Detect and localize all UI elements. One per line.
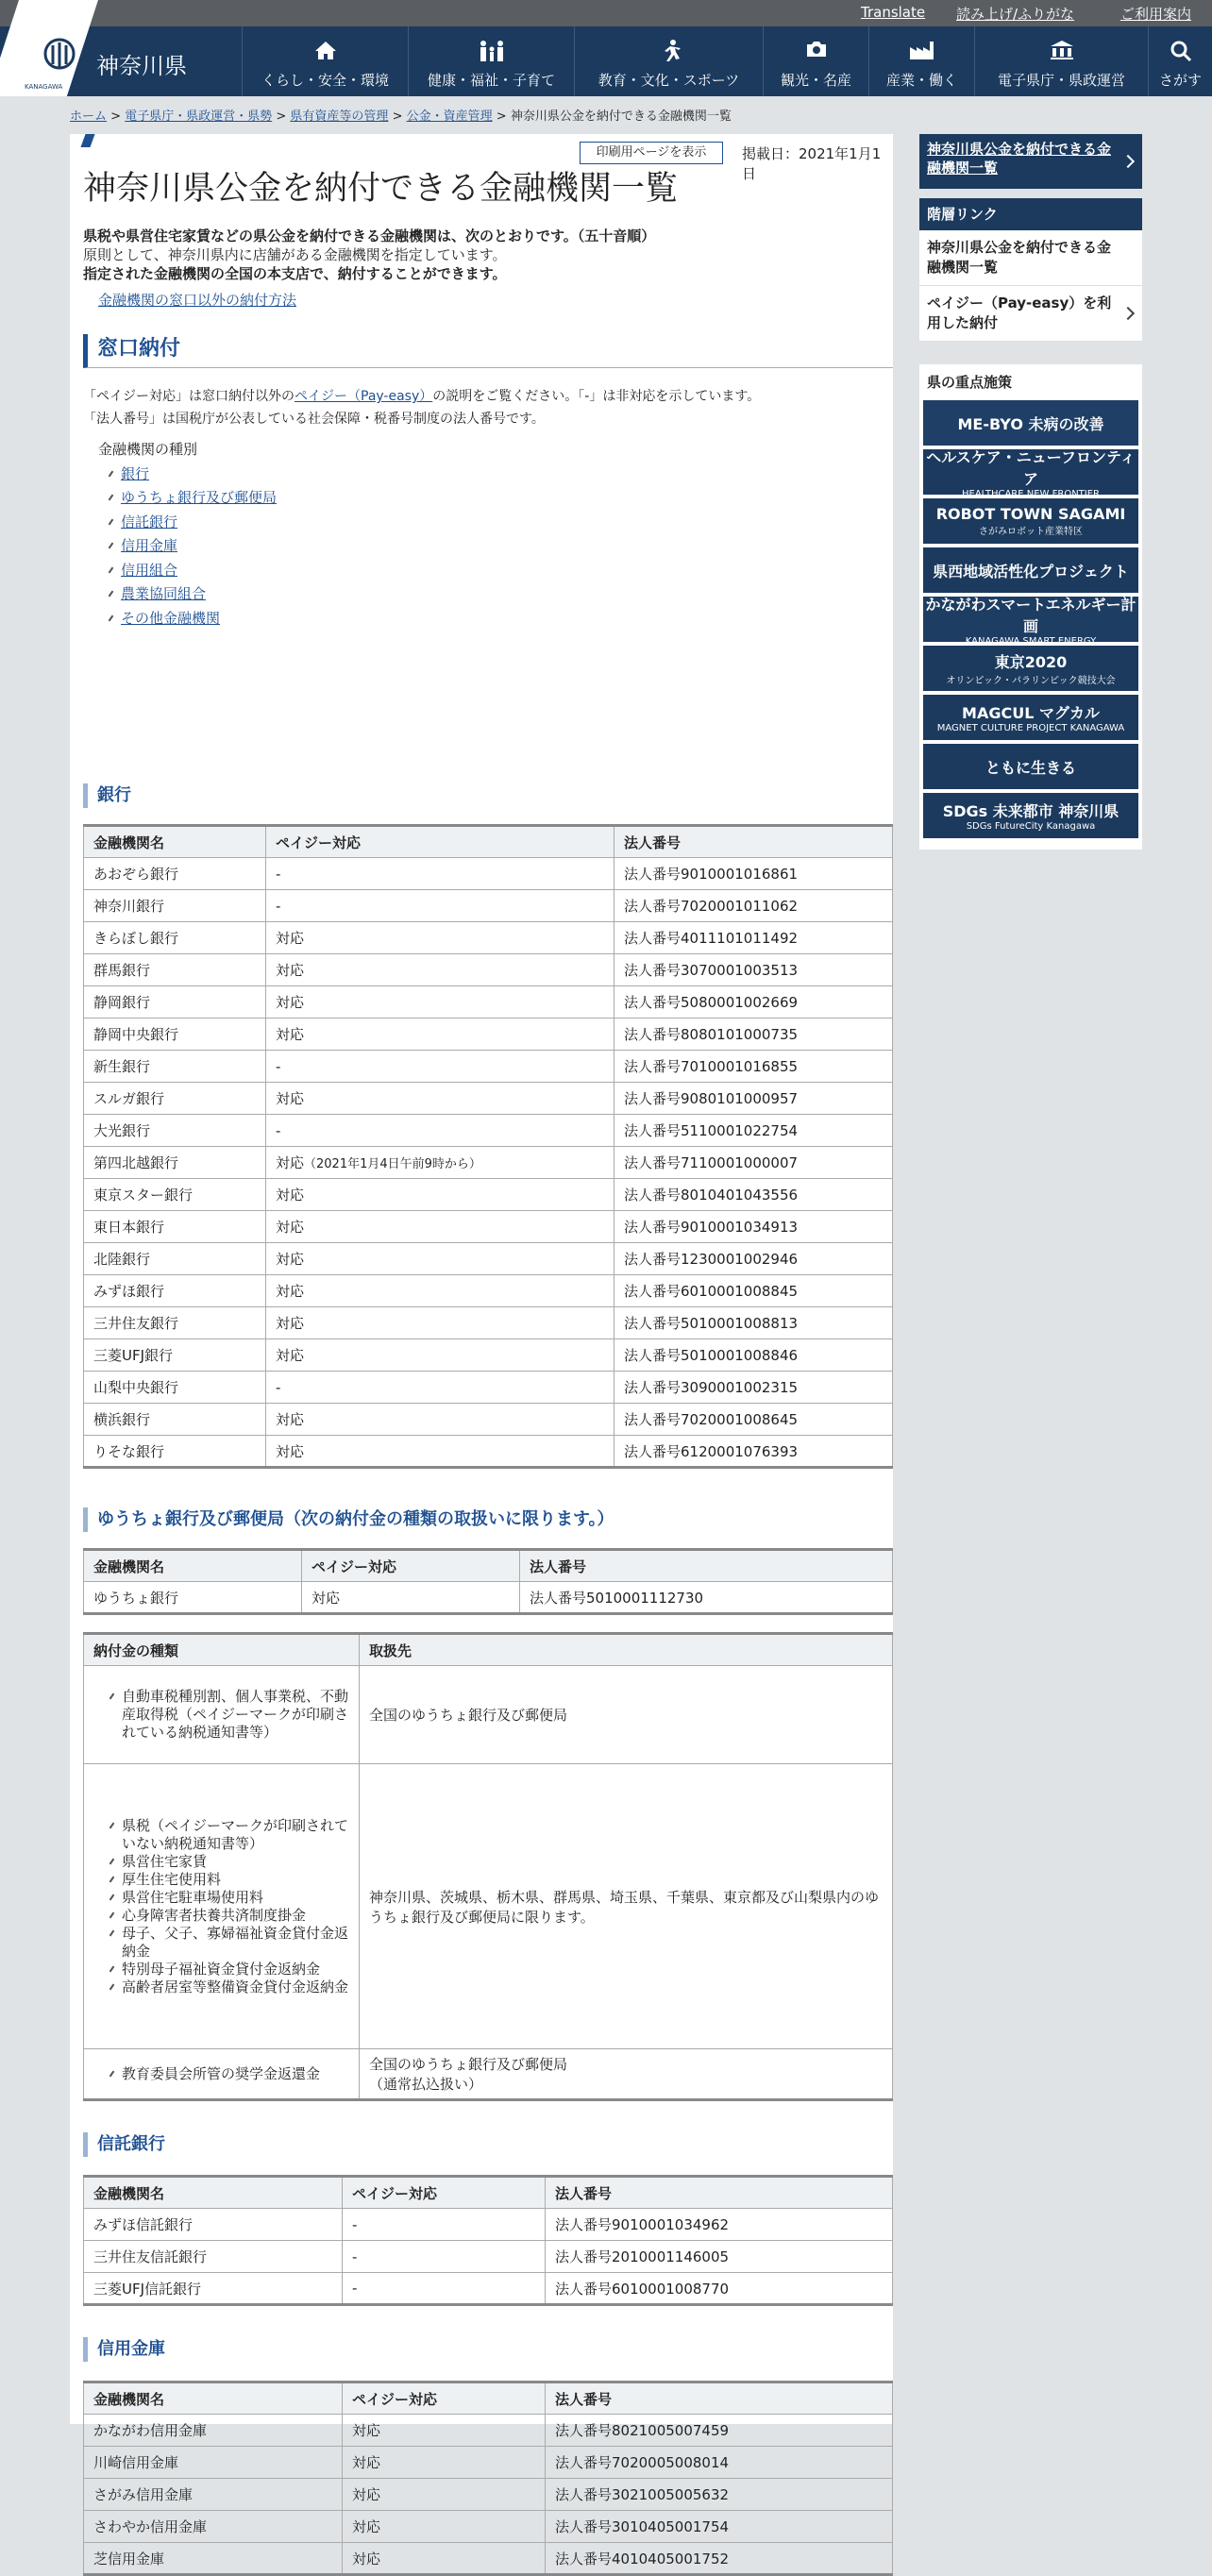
institution-name: 三菱UFJ信託銀行 — [84, 2273, 343, 2305]
payeasy-status: 対応 — [266, 1179, 614, 1211]
institution-name: 東京スター銀行 — [84, 1179, 266, 1211]
government-building-icon — [975, 40, 1148, 62]
publish-date: 掲載日：2021年1月1日 — [742, 145, 882, 182]
payeasy-status: 対応 — [266, 1243, 614, 1275]
institution-name: 静岡中央銀行 — [84, 1019, 266, 1051]
institution-name: 群馬銀行 — [84, 954, 266, 986]
banner-title: ヘルスケア・ニューフロンティア — [926, 447, 1136, 488]
institution-name: きらぼし銀行 — [84, 922, 266, 954]
corporate-number: 法人番号8010401043556 — [614, 1179, 893, 1211]
institution-name: 静岡銀行 — [84, 986, 266, 1019]
nav-label: 電子県庁・県政運営 — [997, 72, 1125, 89]
banks-table: 金融機関名 ペイジー対応 法人番号 あおぞら銀行 - 法人番号9010001016861 神奈川銀行 - 法人番号7020001011062 きらぼし銀行 対応 法人番号4011101011492 群馬銀行 対応 法人番号3070001003513 静岡銀行 対応 法人番号5080001002669 静岡中央銀行 対応 法人番号8080101000735 新生銀行 - 法人番号7010001016855 スルガ銀行 対応 法人番号9080101000957 大光銀行 - 法人番号5110001022754 第四北越銀行 対応（2021年1月4日午前9時から） 法人番号7110001000007 東京スター銀行 対応 法人番号8010401043556 東日本銀行 対応 法人番号9010001034913 北陸銀行 対応 法人番号1230001002946 みずほ銀行 対応 法人番号6010001008845 三井住友銀行 対応 法人番号5010001008813 三菱UFJ銀行 対応 法人番号5010001008846 山梨中央銀行 - 法人番号3090001002315 横浜銀行 対応 法人番号7020001008645 りそな銀行 対応 法人番号6120001076393 — [83, 824, 893, 1469]
institution-name: 東日本銀行 — [84, 1211, 266, 1243]
banner-title: 東京2020 — [994, 653, 1068, 671]
table-row — [84, 2209, 893, 2241]
table-row: 教育委員会所管の奨学金返還金 全国のゆうちょ銀行及び郵便局 （通常払込扱い） — [84, 2049, 893, 2100]
corporate-number: 法人番号2010001146005 — [546, 2241, 893, 2273]
banner-subtitle: SDGs FutureCity Kanagawa — [966, 821, 1096, 832]
corporate-number: 法人番号7010001016855 — [614, 1051, 893, 1083]
table-row — [84, 1083, 893, 1115]
payeasy-status: 対応 — [266, 1307, 614, 1339]
payeasy-link[interactable]: ペイジー（Pay-easy） — [295, 389, 433, 404]
toc-link[interactable]: 信託銀行 — [121, 513, 178, 530]
hierarchy-item[interactable]: ペイジー（Pay-easy）を利用した納付 — [919, 286, 1142, 342]
banner-subtitle: HEALTHCARE NEW FRONTIER — [961, 488, 1100, 499]
payeasy-status: 対応 — [266, 1019, 614, 1051]
section-heading-window: 窓口納付 — [83, 334, 893, 368]
payeasy-status: 対応 — [343, 2511, 546, 2543]
corporate-number: 法人番号4011101011492 — [614, 922, 893, 954]
family-icon — [409, 40, 574, 62]
payeasy-status: 対応 — [343, 2543, 546, 2575]
banner-title: ME-BYO 未病の改善 — [957, 414, 1104, 433]
table-row: ゆうちょ銀行 対応 法人番号5010001112730 — [84, 1582, 893, 1614]
institution-name: あおぞら銀行 — [84, 858, 266, 890]
corporate-number: 法人番号7020005008014 — [546, 2447, 893, 2479]
policy-banners — [919, 364, 1142, 850]
breadcrumb-home[interactable]: ホーム — [70, 109, 108, 124]
table-row — [84, 890, 893, 922]
corporate-number: 法人番号6010001008845 — [614, 1275, 893, 1307]
corporate-number: 法人番号8080101000735 — [614, 1019, 893, 1051]
institution-name: 三菱UFJ銀行 — [84, 1339, 266, 1372]
hierarchy-links — [919, 198, 1142, 342]
table-row — [84, 2241, 893, 2273]
institution-name: 神奈川銀行 — [84, 890, 266, 922]
table-row — [84, 858, 893, 890]
table-row — [84, 1404, 893, 1436]
corporate-number: 法人番号7020001011062 — [614, 890, 893, 922]
logo-sub: KANAGAWA — [25, 83, 63, 91]
page-title: 神奈川県公金を納付できる金融機関一覧 — [83, 170, 679, 208]
global-nav — [0, 26, 1212, 96]
breadcrumb: ホーム > 電子県庁・県政運営・県勢 > 県有資産等の管理 > 公金・資産管理 > 神奈川県公金を納付できる金融機関一覧 — [70, 109, 732, 124]
corporate-number: 法人番号7020001008645 — [614, 1404, 893, 1436]
factory-icon — [869, 40, 974, 62]
table-row — [84, 1019, 893, 1051]
payeasy-status: 対応 — [343, 2415, 546, 2447]
table-row — [84, 2273, 893, 2305]
corporate-number: 法人番号7110001000007 — [614, 1147, 893, 1179]
yucho-table: 金融機関名 ペイジー対応 法人番号 ゆうちょ銀行 対応 法人番号5010001112730 — [83, 1548, 893, 1615]
main-content — [70, 134, 893, 2568]
payeasy-status: - — [343, 2241, 546, 2273]
corner-decoration — [80, 134, 94, 147]
chevron-right-icon — [1121, 307, 1135, 320]
nav-government[interactable] — [974, 26, 1148, 96]
payeasy-status: 対応 — [266, 1211, 614, 1243]
section-heading-trust: 信託銀行 — [83, 2132, 165, 2157]
banner-subtitle: オリンピック・パラリンピック競技大会 — [946, 676, 1116, 686]
toc-link[interactable]: ゆうちょ銀行及び郵便局 — [121, 489, 278, 506]
runner-icon — [575, 40, 763, 62]
banner-subtitle: MAGNET CULTURE PROJECT KANAGAWA — [936, 723, 1125, 733]
corporate-number: 法人番号3021005005632 — [546, 2479, 893, 2511]
policy-banner[interactable] — [923, 695, 1138, 740]
toc-link[interactable]: 農業協同組合 — [121, 585, 207, 602]
payeasy-status: 対応 — [266, 1404, 614, 1436]
guide-link[interactable]: ご利用案内 — [1120, 6, 1192, 23]
institution-name: 新生銀行 — [84, 1051, 266, 1083]
corporate-number: 法人番号9010001034913 — [614, 1211, 893, 1243]
section-heading-shinkin: 信用金庫 — [83, 2337, 165, 2362]
nav-tourism[interactable] — [763, 26, 868, 96]
table-row — [84, 2479, 893, 2511]
table-row — [84, 1436, 893, 1468]
banner-title: ROBOT TOWN SAGAMI — [935, 505, 1126, 523]
nav-living[interactable] — [242, 26, 408, 96]
camera-icon — [764, 40, 868, 62]
policy-banner[interactable] — [923, 498, 1138, 544]
banner-title: MAGCUL マグカル — [962, 704, 1100, 722]
corporate-number: 法人番号3070001003513 — [614, 954, 893, 986]
toc-link[interactable]: 銀行 — [121, 464, 150, 482]
institution-type-toc — [98, 438, 277, 631]
site-name: 神奈川県 — [96, 53, 187, 79]
corporate-number: 法人番号9010001034962 — [546, 2209, 893, 2241]
institution-name: 第四北越銀行 — [84, 1147, 266, 1179]
banner-title: かながわスマートエネルギー計画 — [925, 595, 1136, 635]
sidebar-current-link[interactable]: 神奈川県公金を納付できる金融機関一覧 — [927, 141, 1112, 177]
banner-subtitle: さがみロボット産業特区 — [979, 527, 1083, 537]
corporate-number: 法人番号6010001008770 — [546, 2273, 893, 2305]
corporate-number: 法人番号5110001022754 — [614, 1115, 893, 1147]
corporate-number: 法人番号1230001002946 — [614, 1243, 893, 1275]
payeasy-status: 対応 — [266, 954, 614, 986]
institution-name: みずほ信託銀行 — [84, 2209, 343, 2241]
trust-table: 金融機関名 ペイジー対応 法人番号 みずほ信託銀行 - 法人番号9010001034962 三井住友信託銀行 - 法人番号2010001146005 三菱UFJ信託銀行 - 法人番号6010001008770 — [83, 2175, 893, 2306]
banner-title: ともに生きる — [985, 758, 1076, 777]
corporate-number: 法人番号6120001076393 — [614, 1436, 893, 1468]
table-row — [84, 1179, 893, 1211]
policy-banner[interactable] — [923, 744, 1138, 789]
intro-text — [83, 227, 655, 283]
table-row: 自動車税種別割、個人事業税、不動産取得税（ペイジーマークが印刷されている納税通知書等） 全国のゆうちょ銀行及び郵便局 — [84, 1666, 893, 1764]
intro-line: 指定された金融機関の全国の本支店で、納付することができます。 — [83, 265, 507, 282]
payeasy-status: 対応 — [266, 1436, 614, 1468]
corporate-number: 法人番号3010405001754 — [546, 2511, 893, 2543]
institution-name: 三井住友銀行 — [84, 1307, 266, 1339]
payeasy-status: - — [266, 1115, 614, 1147]
banner-title: 県西地域活性化プロジェクト — [933, 562, 1129, 581]
policy-banner[interactable] — [923, 646, 1138, 691]
institution-name: 大光銀行 — [84, 1115, 266, 1147]
table-row: 県税（ペイジーマークが印刷されていない納税通知書等） 県営住宅家賃 厚生住宅使用料 県営住宅駐車場使用料 心身障害者扶養共済制度掛金 母子、父子、寡婦福祉資金貸付金返納金 特別母子福祉資金貸付金返納金 高齢者居室等整備資金貸付金返納金 神奈川県、茨城県、栃木県、群馬県、埼玉県、千葉県、東京都及び山梨県内のゆうちょ銀行及び郵便局に限ります。 — [84, 1764, 893, 2049]
policy-title: 県の重点施策 — [927, 374, 1013, 391]
furigana-link[interactable]: 読み上げ/ふりがな — [956, 6, 1075, 23]
table-row — [84, 922, 893, 954]
corporate-number: 法人番号8021005007459 — [546, 2415, 893, 2447]
policy-banner[interactable] — [923, 447, 1138, 499]
policy-banner[interactable] — [923, 595, 1138, 647]
toc-link[interactable]: その他金融機関 — [121, 609, 221, 627]
other-methods-link[interactable]: 金融機関の窓口以外の納付方法 — [98, 292, 297, 309]
payeasy-status: - — [266, 858, 614, 890]
payeasy-status: - — [266, 1051, 614, 1083]
policy-banner[interactable] — [923, 547, 1138, 593]
corporate-number: 法人番号5080001002669 — [614, 986, 893, 1019]
payeasy-note: （2021年1月4日午前9時から） — [304, 1157, 481, 1171]
table-row — [84, 1372, 893, 1404]
section-heading-banks: 銀行 — [83, 783, 131, 808]
kanagawa-emblem-icon — [42, 38, 77, 70]
institution-name: さがみ信用金庫 — [84, 2479, 343, 2511]
institution-name: 芝信用金庫 — [84, 2543, 343, 2575]
nav-education[interactable] — [574, 26, 763, 96]
institution-name: 三井住友信託銀行 — [84, 2241, 343, 2273]
table-row — [84, 2543, 893, 2575]
nav-industry[interactable] — [868, 26, 974, 96]
nav-label: 観光・名産 — [780, 72, 851, 89]
institution-name: 北陸銀行 — [84, 1243, 266, 1275]
print-button[interactable]: 印刷用ページを表示 — [580, 142, 723, 164]
nav-health[interactable] — [408, 26, 574, 96]
intro-line: 原則として、神奈川県内に店舗がある金融機関を指定しています。 — [83, 246, 507, 263]
table-row — [84, 954, 893, 986]
shinkin-table: 金融機関名 ペイジー対応 法人番号 かながわ信用金庫 対応 法人番号8021005007459 川崎信用金庫 対応 法人番号7020005008014 さがみ信用金庫 対応 法人番号3021005005632 さわやか信用金庫 対応 法人番号3010405001754 芝信用金庫 対応 法人番号4010405001752 — [83, 2381, 893, 2576]
table-row — [84, 1051, 893, 1083]
policy-banner[interactable] — [923, 793, 1138, 838]
nav-label: 産業・働く — [885, 72, 957, 89]
payeasy-status: 対応（2021年1月4日午前9時から） — [266, 1147, 614, 1179]
institution-name: 横浜銀行 — [84, 1404, 266, 1436]
table-row — [84, 1339, 893, 1372]
payeasy-status: 対応 — [266, 986, 614, 1019]
policy-banner[interactable] — [923, 400, 1138, 446]
sidebar-current-page[interactable] — [919, 134, 1142, 189]
chevron-right-icon — [1121, 155, 1135, 168]
table-row — [84, 2511, 893, 2543]
breadcrumb-item[interactable]: 公金・資産管理 — [406, 109, 493, 124]
search-icon — [1149, 40, 1212, 62]
corp-number-note: 「法人番号」は国税庁が公表している社会保障・税番号制度の法人番号です。 — [83, 412, 545, 427]
table-row — [84, 1275, 893, 1307]
payeasy-status: 対応 — [343, 2479, 546, 2511]
corporate-number: 法人番号5010001008813 — [614, 1307, 893, 1339]
payeasy-status: - — [266, 1372, 614, 1404]
institution-name: スルガ銀行 — [84, 1083, 266, 1115]
breadcrumb-current: 神奈川県公金を納付できる金融機関一覧 — [510, 109, 732, 124]
toc-link[interactable]: 信用組合 — [121, 561, 178, 579]
institution-name: さわやか信用金庫 — [84, 2511, 343, 2543]
payeasy-status: 対応 — [266, 1083, 614, 1115]
table-row — [84, 1307, 893, 1339]
corporate-number: 法人番号4010405001752 — [546, 2543, 893, 2575]
table-row — [84, 1211, 893, 1243]
utility-bar — [0, 0, 1212, 26]
banner-subtitle: KANAGAWA SMART ENERGY — [965, 635, 1097, 647]
payeasy-status: 対応 — [266, 1339, 614, 1372]
payeasy-status: 対応 — [266, 1275, 614, 1307]
table-row — [84, 1115, 893, 1147]
institution-name: りそな銀行 — [84, 1436, 266, 1468]
breadcrumb-item[interactable]: 電子県庁・県政運営・県勢 — [125, 109, 273, 124]
corporate-number: 法人番号9010001016861 — [614, 858, 893, 890]
breadcrumb-item[interactable]: 県有資産等の管理 — [290, 109, 389, 124]
toc-title: 金融機関の種別 — [98, 441, 198, 458]
table-row — [84, 2415, 893, 2447]
hierarchy-item[interactable]: 神奈川県公金を納付できる金融機関一覧 — [919, 230, 1142, 286]
yucho-kinds-table: 納付金の種類 取扱先 自動車税種別割、個人事業税、不動産取得税（ペイジーマークが印刷されている納税通知書等） 全国のゆうちょ銀行及び郵便局 県税（ペイジーマークが印刷されていない納税通知書等） 県営住宅家賃 厚生住宅使用料 県営住宅駐車場使用料 心身障害者扶養共済制度掛金 母子、父子、寡婦福祉資金貸付金返納金 特別母子福祉資金貸付金返納金 高齢者居室等整備資金貸付金返納金 神奈川県、茨城県、栃木県、群馬県、埼玉県、千葉県、東京都及び山梨県内のゆうちょ銀行及び郵便局に限ります。 教育委員会所管の奨学金返還金 全国のゆうちょ銀行及び郵便局 （通常払込扱い） — [83, 1632, 893, 2101]
home-icon — [243, 40, 408, 62]
site-logo[interactable] — [0, 26, 242, 96]
institution-name: 川崎信用金庫 — [84, 2447, 343, 2479]
corporate-number: 法人番号3090001002315 — [614, 1372, 893, 1404]
corporate-number: 法人番号5010001008846 — [614, 1339, 893, 1372]
payeasy-status: - — [266, 890, 614, 922]
table-row — [84, 986, 893, 1019]
nav-label: くらし・安全・環境 — [261, 72, 389, 89]
institution-name: みずほ銀行 — [84, 1275, 266, 1307]
nav-label: さがす — [1158, 72, 1202, 89]
section-heading-yucho: ゆうちょ銀行及び郵便局（次の納付金の種類の取扱いに限ります。） — [83, 1507, 614, 1532]
intro-line: 県税や県営住宅家賃などの県公金を納付できる金融機関は、次のとおりです。（五十音順） — [83, 227, 656, 244]
nav-label: 教育・文化・スポーツ — [598, 72, 740, 89]
banner-title: SDGs 未来都市 神奈川県 — [942, 802, 1119, 820]
nav-search[interactable] — [1148, 26, 1212, 96]
translate-link[interactable]: Translate — [861, 4, 926, 21]
corporate-number: 法人番号9080101000957 — [614, 1083, 893, 1115]
payeasy-status: - — [343, 2209, 546, 2241]
institution-name: かながわ信用金庫 — [84, 2415, 343, 2447]
institution-name: 山梨中央銀行 — [84, 1372, 266, 1404]
table-row — [84, 1243, 893, 1275]
payeasy-status: 対応 — [343, 2447, 546, 2479]
nav-label: 健康・福祉・子育て — [427, 72, 555, 89]
table-row — [84, 2447, 893, 2479]
payeasy-status: - — [343, 2273, 546, 2305]
payeasy-status: 対応 — [266, 922, 614, 954]
table-row — [84, 1147, 893, 1179]
toc-link[interactable]: 信用金庫 — [121, 537, 178, 554]
payeasy-note: 「ペイジー対応」は窓口納付以外のペイジー（Pay-easy）の説明をご覧ください。「-」は非対応を示しています。 「法人番号」は国税庁が公表している社会保障・税番号制度の法人番号です。 — [83, 385, 760, 430]
hierarchy-title: 階層リンク — [919, 198, 1142, 230]
